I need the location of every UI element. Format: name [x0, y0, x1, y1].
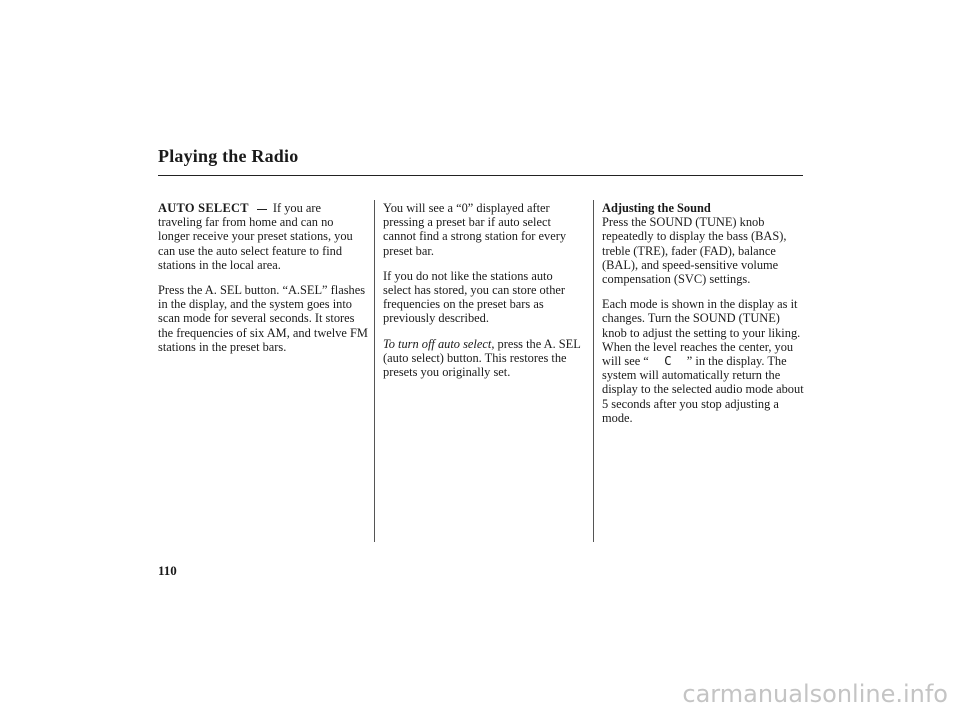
turn-off-auto-select-paragraph: [383, 337, 583, 380]
page-number: 110: [158, 563, 177, 578]
turn-off-auto-select-label: To turn off auto select: [383, 336, 492, 351]
auto-select-paragraph-4: If you do not like the stations auto select has stored, you can store other frequencies on the preset bars as previously described.: [383, 268, 566, 326]
auto-select-paragraph-3: You will see a “0” displayed after pressing a preset bar if auto select cannot find a strong station for every preset bar.: [383, 201, 567, 258]
column-adjusting-sound: [602, 201, 807, 436]
adjusting-sound-text-1: Press the SOUND (TUNE) knob repeatedly to display the bass (BAS), treble (TRE), fader (FAD), balance (BAL), and speed-sensitive volume compensation (SVC) settings.: [602, 215, 787, 287]
auto-select-heading: AUTO SELECT: [158, 201, 249, 215]
adjusting-sound-paragraph-1: [602, 201, 807, 286]
auto-select-paragraph-1: [158, 201, 368, 272]
column-auto-select: [158, 201, 368, 365]
title-rule: [158, 175, 803, 176]
column-divider-right: [593, 200, 594, 542]
heading-dash: [257, 209, 267, 210]
adjusting-sound-heading: Adjusting the Sound: [602, 201, 711, 215]
auto-select-text-1: If you are traveling far from home and can no longer receive your preset stations, you can use the auto select feature to find stations in the local area.: [158, 201, 353, 272]
column-divider-left: [374, 200, 375, 542]
watermark: carmanualsonline.info: [682, 680, 948, 708]
adjusting-sound-paragraph-2: [602, 297, 807, 425]
turn-off-auto-select-text: , press the A. SEL (auto select) button. This restores the presets you originally set.: [383, 336, 581, 380]
page-title: Playing the Radio: [158, 146, 299, 166]
center-level-display-symbol: C: [664, 353, 672, 369]
column-auto-select-continued: [383, 201, 583, 390]
adjusting-sound-text-2a: Each mode is shown in the display as it changes. Turn the SOUND (TUNE) knob to adjust the setting to your liking. When the level reaches the center, you will see “: [602, 297, 801, 369]
adjusting-sound-text-2b: ” in the display. The system will automatically return the display to the selected audio mode about 5 seconds after you stop adjusting a mode.: [602, 354, 804, 425]
auto-select-paragraph-2: Press the A. SEL button. “A.SEL” flashes in the display, and the system goes into scan mode for several seconds. It stores the frequencies of six AM, and twelve FM stations in the preset bars.: [158, 283, 368, 354]
